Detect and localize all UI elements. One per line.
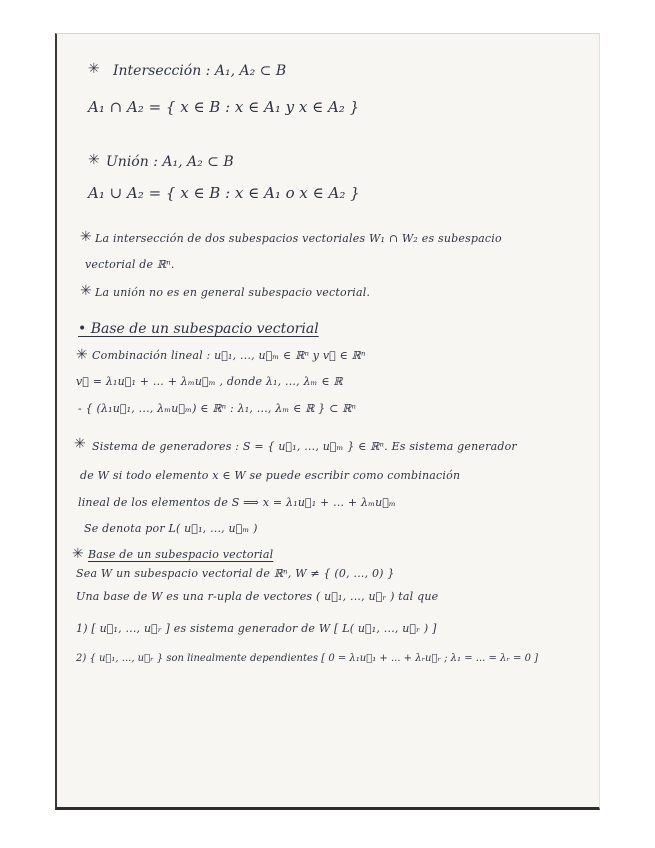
union-definition: A₁ ∪ A₂ = { x ∈ B : x ∈ A₁ o x ∈ A₂ }: [88, 184, 360, 202]
asterisk-bullet-icon: ✳: [76, 347, 88, 363]
combinacion-set: - { (λ₁u⃗₁, ..., λₘu⃗ₘ) ∈ ℝⁿ : λ₁, ..., λₘ ∈ ℝ } ⊂ ℝⁿ: [78, 402, 357, 415]
note-interseccion-line-2: vectorial de ℝⁿ.: [85, 258, 175, 271]
base-definition-line-1: Sea W un subespacio vectorial de ℝⁿ, W ≠ { (0, ..., 0) }: [76, 567, 395, 580]
base-condition-2: 2) { u⃗₁, ..., u⃗ᵣ } son linealmente dependientes [ 0 = λ₁u⃗₁ + ... + λᵣu⃗ᵣ ; λ₁ = ... = λᵣ = 0 ]: [76, 653, 539, 664]
combinacion-heading: Combinación lineal : u⃗₁, ..., u⃗ₘ ∈ ℝⁿ y v⃗ ∈ ℝⁿ: [92, 349, 366, 362]
combinacion-definition: v⃗ = λ₁u⃗₁ + ... + λₘu⃗ₘ , donde λ₁, ..., λₘ ∈ ℝ: [76, 375, 343, 388]
union-heading: Unión : A₁, A₂ ⊂ B: [106, 154, 234, 170]
sistema-line-3: lineal de los elementos de S ⟹ x = λ₁u⃗₁ + ... + λₘu⃗ₘ: [78, 496, 396, 509]
asterisk-bullet-icon: ✳: [80, 229, 92, 245]
notebook-page: [55, 33, 600, 810]
asterisk-bullet-icon: ✳: [74, 436, 86, 452]
asterisk-bullet-icon: ✳: [88, 61, 100, 77]
interseccion-heading: Intersección : A₁, A₂ ⊂ B: [113, 63, 287, 79]
sistema-line-1: Sistema de generadores : S = { u⃗₁, ..., u⃗ₘ } ∈ ℝⁿ. Es sistema generador: [92, 440, 517, 453]
note-interseccion-line-1: La intersección de dos subespacios vectoriales W₁ ∩ W₂ es subespacio: [95, 232, 502, 245]
sistema-line-2: de W si todo elemento x ∈ W se puede escribir como combinación: [80, 469, 461, 482]
note-union: La unión no es en general subespacio vectorial.: [95, 286, 371, 299]
base-heading: • Base de un subespacio vectorial: [78, 321, 319, 337]
sistema-line-4: Se denota por L( u⃗₁, ..., u⃗ₘ ): [84, 522, 258, 535]
base-definition-line-2: Una base de W es una r-upla de vectores ( u⃗₁, ..., u⃗ᵣ ) tal que: [76, 590, 439, 603]
asterisk-bullet-icon: ✳: [80, 283, 92, 299]
base-subheading: Base de un subespacio vectorial: [88, 548, 274, 561]
asterisk-bullet-icon: ✳: [72, 546, 84, 562]
asterisk-bullet-icon: ✳: [88, 152, 100, 168]
base-condition-1: 1) [ u⃗₁, ..., u⃗ᵣ ] es sistema generador de W [ L( u⃗₁, ..., u⃗ᵣ ) ]: [76, 622, 437, 635]
interseccion-definition: A₁ ∩ A₂ = { x ∈ B : x ∈ A₁ y x ∈ A₂ }: [88, 98, 360, 116]
